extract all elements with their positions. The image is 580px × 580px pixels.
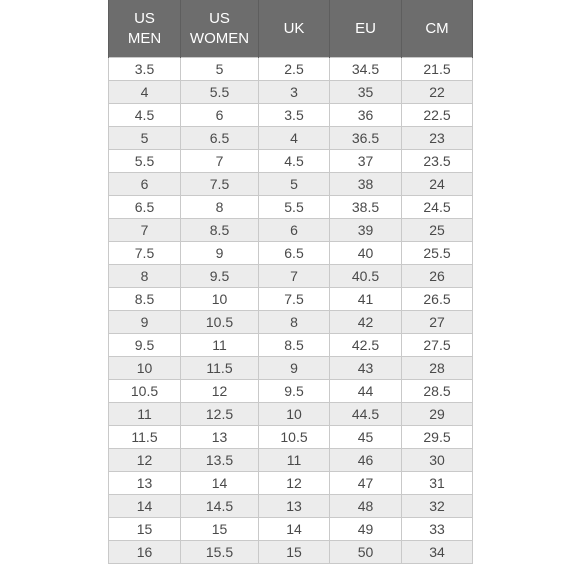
eu-cell: 46: [330, 449, 402, 472]
uk-cell: 14: [259, 518, 330, 541]
table-row: [109, 311, 473, 334]
cm-cell: 26: [402, 265, 473, 288]
eu-cell: 39: [330, 219, 402, 242]
cm-cell: 32: [402, 495, 473, 518]
eu-cell: 41: [330, 288, 402, 311]
cm-cell: 24.5: [402, 196, 473, 219]
uk-cell: 10.5: [259, 426, 330, 449]
uk-cell: 9: [259, 357, 330, 380]
us-men-cell: 12: [109, 449, 181, 472]
us-men-cell: 13: [109, 472, 181, 495]
table-row: [109, 518, 473, 541]
uk-cell: 5.5: [259, 196, 330, 219]
us-men-cell: 3.5: [109, 58, 181, 81]
eu-cell: 45: [330, 426, 402, 449]
uk-cell: 7.5: [259, 288, 330, 311]
eu-cell: 48: [330, 495, 402, 518]
us-women-cell: 12: [181, 380, 259, 403]
cm-cell: 21.5: [402, 58, 473, 81]
cm-cell: 24: [402, 173, 473, 196]
uk-cell: 13: [259, 495, 330, 518]
cm-cell: 25: [402, 219, 473, 242]
eu-cell: 36: [330, 104, 402, 127]
eu-header: [330, 0, 402, 58]
us-women-cell: 13.5: [181, 449, 259, 472]
table-row: [109, 58, 473, 81]
us-women-cell: 6: [181, 104, 259, 127]
eu-cell: 38.5: [330, 196, 402, 219]
table-row: [109, 472, 473, 495]
us-men-cell: 16: [109, 541, 181, 564]
us-women-cell: 13: [181, 426, 259, 449]
header-label-line: US: [209, 9, 230, 27]
eu-cell: 49: [330, 518, 402, 541]
cm-cell: 31: [402, 472, 473, 495]
us-women-cell: 10.5: [181, 311, 259, 334]
uk-cell: 3: [259, 81, 330, 104]
eu-cell: 42: [330, 311, 402, 334]
eu-cell: 37: [330, 150, 402, 173]
us-women-cell: 5: [181, 58, 259, 81]
eu-cell: 50: [330, 541, 402, 564]
table-row: [109, 426, 473, 449]
us-men-cell: 8.5: [109, 288, 181, 311]
uk-cell: 9.5: [259, 380, 330, 403]
uk-cell: 5: [259, 173, 330, 196]
us-women-cell: 7: [181, 150, 259, 173]
us-men-cell: 8: [109, 265, 181, 288]
cm-cell: 30: [402, 449, 473, 472]
us-men-cell: 6: [109, 173, 181, 196]
table-row: [109, 495, 473, 518]
us-men-cell: 7.5: [109, 242, 181, 265]
size-chart-body: [109, 58, 473, 564]
uk-cell: 6: [259, 219, 330, 242]
eu-cell: 38: [330, 173, 402, 196]
cm-cell: 26.5: [402, 288, 473, 311]
us-women-cell: 9: [181, 242, 259, 265]
eu-cell: 40: [330, 242, 402, 265]
table-row: [109, 150, 473, 173]
us-men-cell: 15: [109, 518, 181, 541]
eu-cell: 47: [330, 472, 402, 495]
us-women-cell: 8.5: [181, 219, 259, 242]
us-men-header: [109, 0, 181, 58]
cm-cell: 25.5: [402, 242, 473, 265]
us-men-cell: 4.5: [109, 104, 181, 127]
us-women-cell: 15: [181, 518, 259, 541]
us-women-cell: 14: [181, 472, 259, 495]
table-row: [109, 265, 473, 288]
us-men-cell: 11.5: [109, 426, 181, 449]
uk-cell: 3.5: [259, 104, 330, 127]
eu-cell: 42.5: [330, 334, 402, 357]
cm-cell: 34: [402, 541, 473, 564]
cm-cell: 28: [402, 357, 473, 380]
table-row: [109, 380, 473, 403]
cm-header: [402, 0, 473, 58]
us-women-cell: 6.5: [181, 127, 259, 150]
us-women-header: [181, 0, 259, 58]
table-row: [109, 334, 473, 357]
us-men-cell: 5: [109, 127, 181, 150]
us-men-cell: 9: [109, 311, 181, 334]
us-women-cell: 11: [181, 334, 259, 357]
table-row: [109, 541, 473, 564]
cm-cell: 29: [402, 403, 473, 426]
cm-cell: 23: [402, 127, 473, 150]
uk-cell: 4.5: [259, 150, 330, 173]
uk-cell: 10: [259, 403, 330, 426]
size-chart-header: [109, 0, 473, 58]
us-men-cell: 6.5: [109, 196, 181, 219]
us-men-cell: 11: [109, 403, 181, 426]
us-men-cell: 7: [109, 219, 181, 242]
uk-cell: 4: [259, 127, 330, 150]
us-women-cell: 14.5: [181, 495, 259, 518]
us-men-cell: 10: [109, 357, 181, 380]
us-men-cell: 9.5: [109, 334, 181, 357]
cm-cell: 33: [402, 518, 473, 541]
eu-cell: 44.5: [330, 403, 402, 426]
header-label-line: CM: [425, 19, 449, 37]
us-women-cell: 9.5: [181, 265, 259, 288]
uk-cell: 8: [259, 311, 330, 334]
table-row: [109, 196, 473, 219]
table-row: [109, 81, 473, 104]
eu-cell: 40.5: [330, 265, 402, 288]
eu-cell: 43: [330, 357, 402, 380]
us-women-cell: 15.5: [181, 541, 259, 564]
table-row: [109, 127, 473, 150]
us-women-cell: 10: [181, 288, 259, 311]
eu-cell: 34.5: [330, 58, 402, 81]
header-label-line: WOMEN: [189, 29, 250, 47]
us-men-cell: 5.5: [109, 150, 181, 173]
uk-cell: 11: [259, 449, 330, 472]
table-row: [109, 357, 473, 380]
table-row: [109, 403, 473, 426]
table-row: [109, 449, 473, 472]
uk-cell: 6.5: [259, 242, 330, 265]
header-label-line: UK: [283, 19, 305, 37]
size-chart-table: [108, 0, 473, 564]
us-men-cell: 10.5: [109, 380, 181, 403]
eu-cell: 44: [330, 380, 402, 403]
table-row: [109, 104, 473, 127]
us-women-cell: 8: [181, 196, 259, 219]
cm-cell: 28.5: [402, 380, 473, 403]
uk-cell: 15: [259, 541, 330, 564]
header-label-line: MEN: [127, 29, 162, 47]
uk-cell: 8.5: [259, 334, 330, 357]
cm-cell: 23.5: [402, 150, 473, 173]
table-row: [109, 288, 473, 311]
us-men-cell: 4: [109, 81, 181, 104]
us-women-cell: 7.5: [181, 173, 259, 196]
header-label-line: US: [134, 9, 155, 27]
table-row: [109, 219, 473, 242]
eu-cell: 36.5: [330, 127, 402, 150]
cm-cell: 27.5: [402, 334, 473, 357]
uk-cell: 2.5: [259, 58, 330, 81]
us-women-cell: 11.5: [181, 357, 259, 380]
us-men-cell: 14: [109, 495, 181, 518]
eu-cell: 35: [330, 81, 402, 104]
us-women-cell: 12.5: [181, 403, 259, 426]
uk-cell: 12: [259, 472, 330, 495]
uk-cell: 7: [259, 265, 330, 288]
header-label-line: EU: [355, 19, 376, 37]
table-row: [109, 242, 473, 265]
cm-cell: 22: [402, 81, 473, 104]
us-women-cell: 5.5: [181, 81, 259, 104]
cm-cell: 27: [402, 311, 473, 334]
header-row: [109, 0, 473, 58]
table-row: [109, 173, 473, 196]
uk-header: [259, 0, 330, 58]
cm-cell: 22.5: [402, 104, 473, 127]
cm-cell: 29.5: [402, 426, 473, 449]
